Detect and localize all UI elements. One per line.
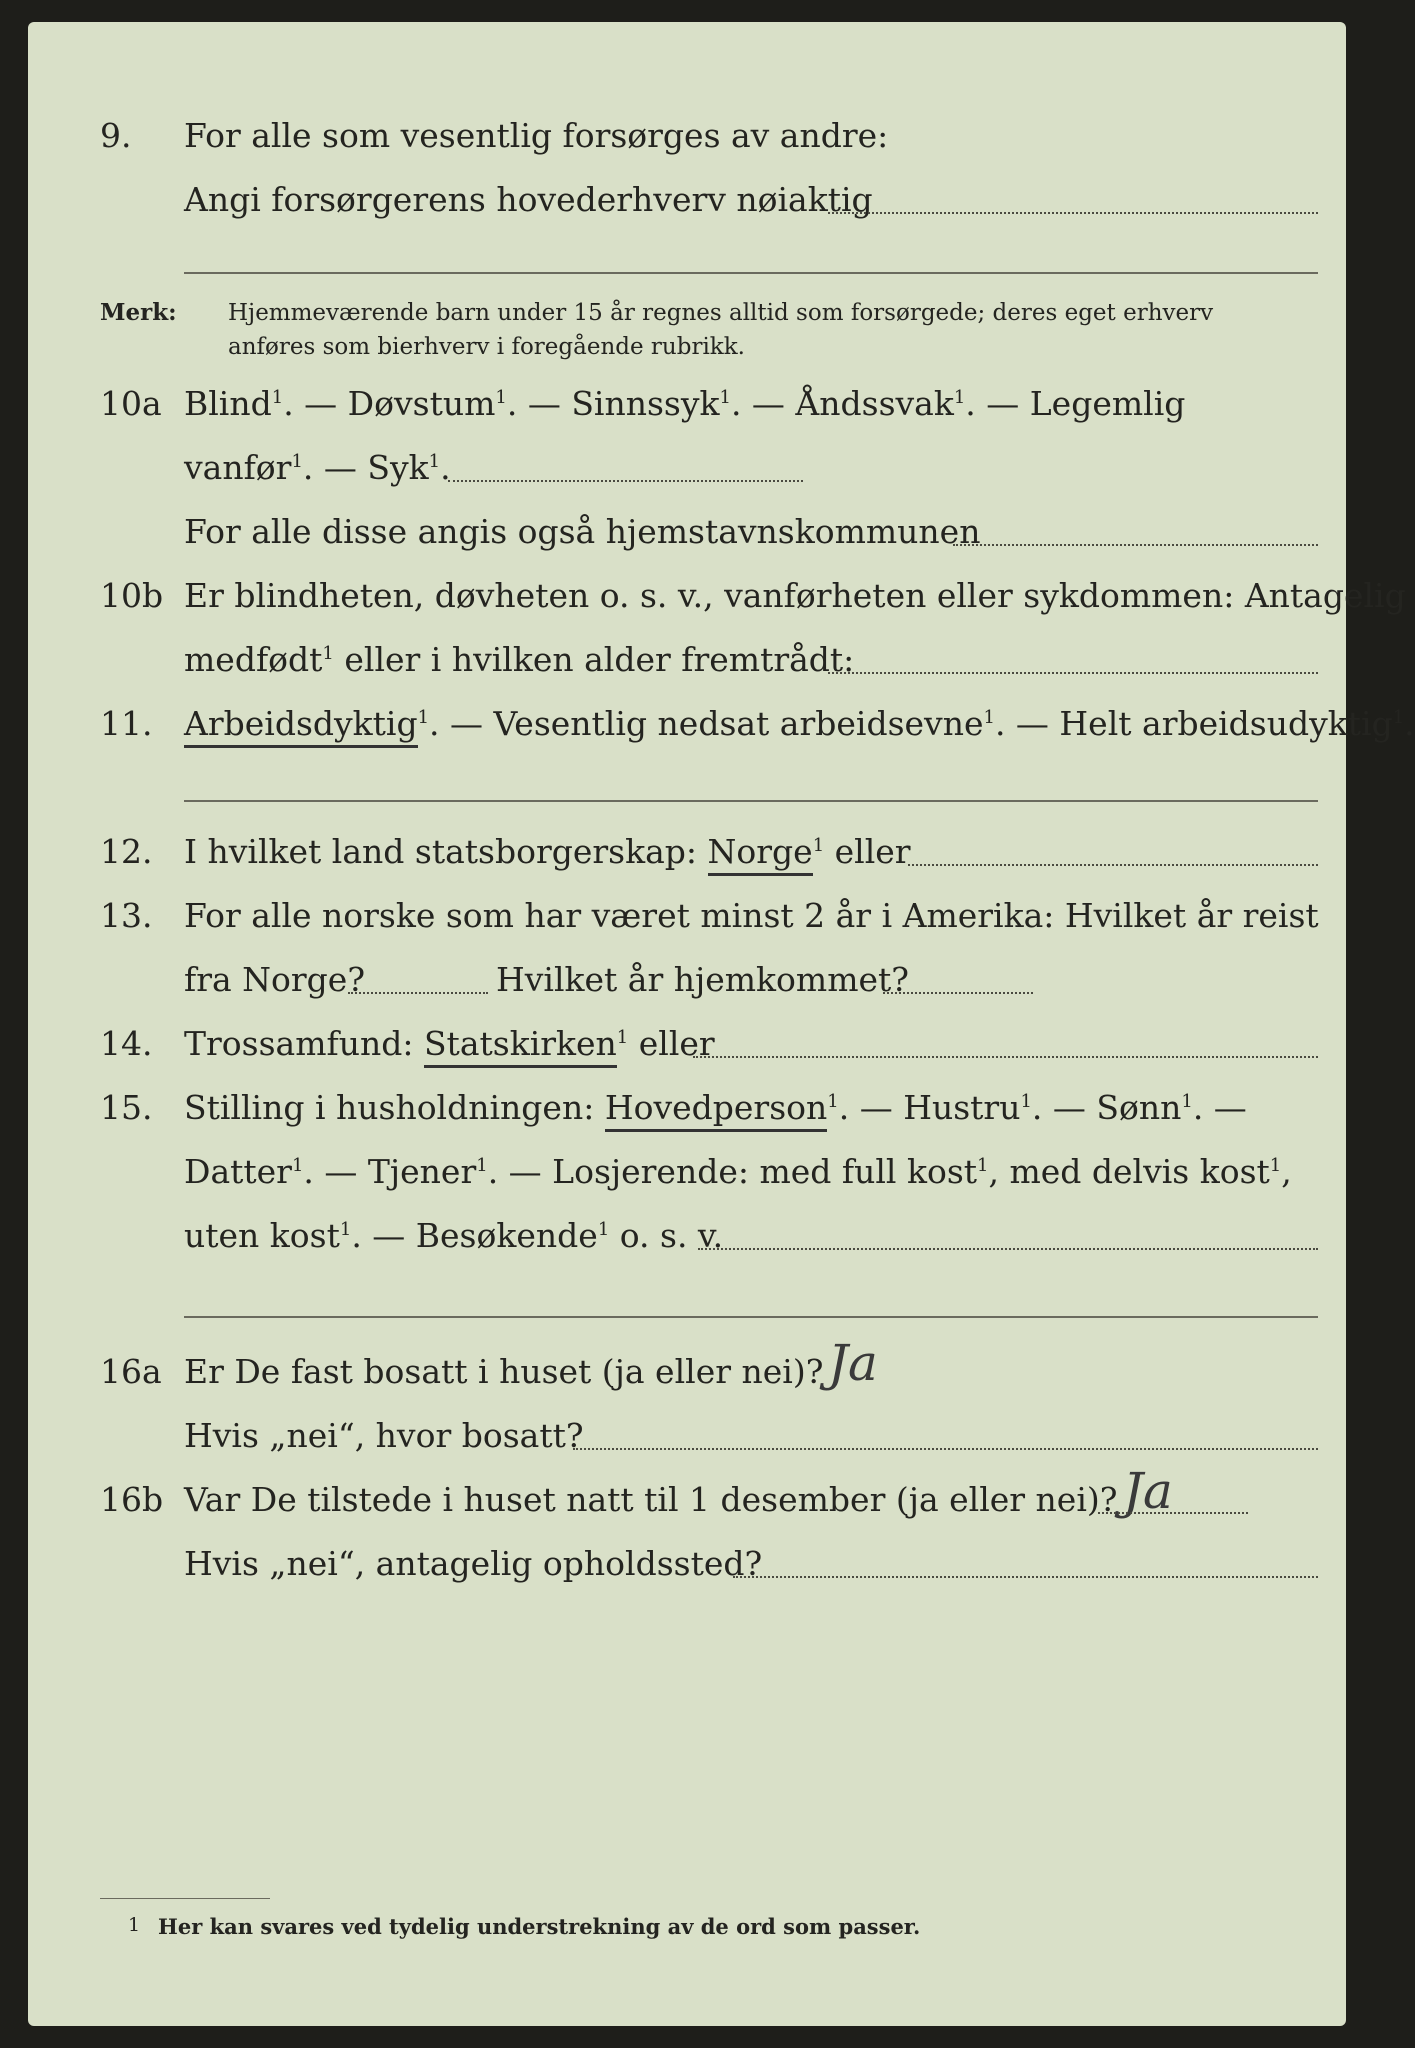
q16b-handwritten-answer[interactable]: Ja [1123, 1462, 1173, 1520]
datter-option[interactable]: Datter [184, 1152, 292, 1191]
q10b-answer-line[interactable] [828, 672, 1318, 674]
q15-line3: uten kost$^1$. — Besøkende$^1$ o. s. v. [184, 1216, 724, 1255]
q10b-line2: medfødt$^1$ eller i hvilken alder fremtrådt: [184, 640, 855, 679]
delvis-kost-option[interactable]: , med delvis kost [988, 1152, 1270, 1191]
sinnssyk-option[interactable]: . — Sinnssyk [506, 384, 720, 423]
footnote-rule [100, 1898, 270, 1899]
q9-rule [184, 272, 1318, 274]
q16a-bosatt-line[interactable] [573, 1448, 1318, 1450]
q16b-opholdssted-line[interactable] [733, 1576, 1318, 1578]
q9-answer-line[interactable] [828, 212, 1318, 214]
merk-line2: anføres som bierhverv i foregående rubrikk. [228, 334, 745, 360]
q13-line2a: fra Norge? [184, 960, 366, 999]
syk-option[interactable]: . — Syk [302, 448, 429, 487]
footnote-text: Her kan svares ved tydelig understrekning av de ord som passer. [158, 1914, 921, 1939]
uten-kost-option[interactable]: uten kost [184, 1216, 340, 1255]
besokende-option[interactable]: . — Besøkende [351, 1216, 598, 1255]
q15-line2: Datter$^1$. — Tjener$^1$. — Losjerende: med full kost$^1$, med delvis kost$^1$, [184, 1152, 1292, 1191]
dovstum-option[interactable]: . — Døvstum [283, 384, 496, 423]
q10a-syk-line[interactable] [448, 480, 803, 482]
q16b-line1: Var De tilstede i huset natt til 1 desember (ja eller nei)? [184, 1480, 1118, 1519]
q10a-kommune-line[interactable] [953, 544, 1318, 546]
q14-number: 14. [100, 1024, 153, 1063]
merk-line1: Hjemmeværende barn under 15 år regnes alltid som forsørgede; deres eget erhverv [228, 300, 1214, 326]
q15-answer-line[interactable] [698, 1248, 1318, 1250]
q11-number: 11. [100, 704, 153, 743]
andssvak-option[interactable]: . — Åndssvak [730, 384, 954, 423]
q14-answer-line[interactable] [693, 1056, 1318, 1058]
tjener-option[interactable]: . — Tjener [303, 1152, 477, 1191]
q12-line: I hvilket land statsborgerskap: Norge$^1$ eller [184, 832, 911, 872]
q10b-line1: Er blindheten, døvheten o. s. v., vanførheten eller sykdommen: Antagelig [184, 576, 1406, 615]
statskirken-option-selected[interactable]: Statskirken [424, 1024, 617, 1068]
blind-option[interactable]: Blind [184, 384, 272, 423]
q14-line: Trossamfund: Statskirken$^1$ eller [184, 1024, 715, 1064]
q13-reist-line[interactable] [348, 992, 488, 994]
q12-answer-line[interactable] [908, 864, 1318, 866]
medfodt-option[interactable]: medfødt [184, 640, 323, 679]
nedsat-option[interactable]: . — Vesentlig nedsat arbeidsevne [429, 704, 984, 743]
q13-number: 13. [100, 896, 153, 935]
q16b-answer-line[interactable] [1098, 1512, 1248, 1514]
q10a-line3: For alle disse angis også hjemstavnskommunen [184, 512, 981, 551]
q16b-number: 16b [100, 1480, 164, 1519]
vanfor-option[interactable]: vanfør [184, 448, 292, 487]
q16a-line1: Er De fast bosatt i huset (ja eller nei)? [184, 1352, 824, 1391]
q15-rule [184, 1316, 1318, 1318]
q16a-number: 16a [100, 1352, 162, 1391]
q10a-line1: Blind$^1$. — Døvstum$^1$. — Sinnssyk$^1$. — Åndssvak$^1$. — Legemlig [184, 384, 1186, 423]
q16a-handwritten-answer[interactable]: Ja [828, 1334, 878, 1392]
full-kost-option[interactable]: . — Losjerende: med full kost [487, 1152, 978, 1191]
q15-line1: Stilling i husholdningen: Hovedperson$^1$. — Hustru$^1$. — Sønn$^1$. — [184, 1088, 1247, 1128]
q10a-line2: vanfør$^1$. — Syk$^1$. [184, 448, 451, 487]
arbeidsdyktig-option-selected[interactable]: Arbeidsdyktig [184, 704, 418, 748]
q13-line2b: Hvilket år hjemkommet? [496, 960, 909, 999]
q10a-number: 10a [100, 384, 162, 423]
sonn-option[interactable]: . — Sønn [1031, 1088, 1182, 1127]
hovedperson-option-selected[interactable]: Hovedperson [605, 1088, 827, 1132]
q9-number: 9. [100, 116, 132, 155]
q11-rule [184, 800, 1318, 802]
census-form-page [28, 22, 1415, 2026]
q16b-line2: Hvis „nei“, antagelig opholdssted? [184, 1544, 763, 1583]
q15-number: 15. [100, 1088, 153, 1127]
q10b-number: 10b [100, 576, 164, 615]
footnote-mark: 1 [128, 1914, 141, 1936]
q13-line1: For alle norske som har været minst 2 år i Amerika: Hvilket år reist [184, 896, 1319, 935]
q12-number: 12. [100, 832, 153, 871]
q11-line: Arbeidsdyktig$^1$. — Vesentlig nedsat arbeidsevne$^1$. — Helt arbeidsudyktig$^1$. [184, 704, 1415, 744]
q9-line2: Angi forsørgerens hovederhverv nøiaktig [184, 180, 873, 219]
legemlig-option[interactable]: . — Legemlig [965, 384, 1186, 423]
norge-option-selected[interactable]: Norge [708, 832, 813, 876]
q13-hjemkommet-line[interactable] [883, 992, 1033, 994]
arbeidsudyktig-option[interactable]: . — Helt arbeidsudyktig [994, 704, 1393, 743]
hustru-option[interactable]: . — Hustru [838, 1088, 1021, 1127]
q16a-line2: Hvis „nei“, hvor bosatt? [184, 1416, 584, 1455]
q9-line1: For alle som vesentlig forsørges av andre: [184, 116, 889, 155]
merk-label: Merk: [100, 299, 177, 326]
